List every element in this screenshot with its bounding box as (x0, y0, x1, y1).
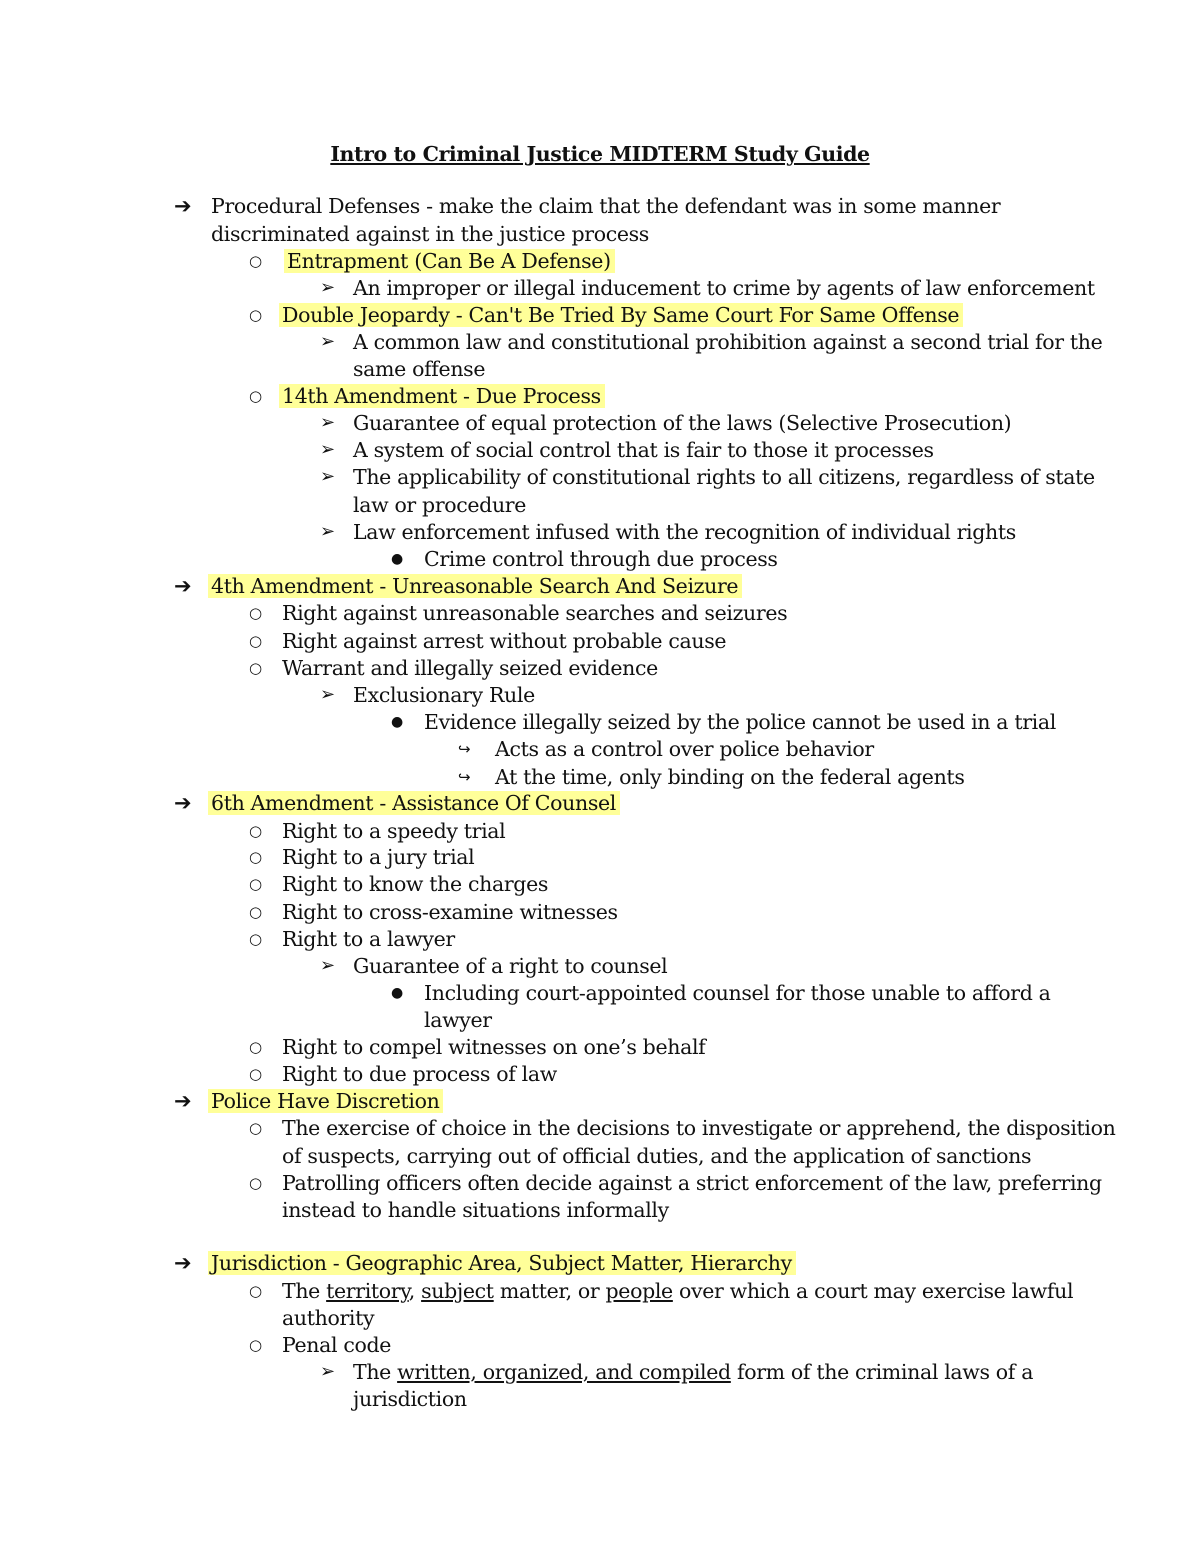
item-text: Patrolling officers often decide against a strict enforcement of the law, preferring (282, 1171, 1102, 1195)
list-item (249, 1277, 1074, 1305)
circle-bullet-icon: ○ (249, 387, 262, 405)
list-item-entrapment (249, 247, 615, 275)
list-item-continuation (353, 491, 526, 519)
list-item-procedural-defenses (174, 192, 1001, 220)
highlighted-text: 6th Amendment - Assistance Of Counsel (208, 791, 620, 815)
circle-bullet-icon: ○ (249, 252, 262, 270)
highlighted-text: 4th Amendment - Unreasonable Search And Seizure (208, 574, 742, 598)
chevron-bullet-icon: ➢ (320, 331, 335, 352)
circle-bullet-icon: ○ (249, 930, 262, 948)
list-item-continuation (282, 1142, 1031, 1170)
item-text: law or procedure (353, 493, 527, 517)
list-item-continuation (211, 220, 649, 248)
item-text: Right to cross-examine witnesses (282, 900, 618, 924)
item-text-part: The (282, 1279, 327, 1303)
list-item-continuation (282, 1304, 374, 1332)
circle-bullet-icon: ○ (249, 632, 262, 650)
list-item (320, 1358, 1034, 1386)
highlighted-text: Double Jeopardy - Can't Be Tried By Same Court For Same Offense (279, 303, 963, 327)
item-text: Right to a lawyer (282, 927, 455, 951)
chevron-bullet-icon: ➢ (320, 684, 335, 705)
item-text: Exclusionary Rule (353, 683, 535, 707)
item-text-part: matter, or (493, 1279, 606, 1303)
highlighted-text: Jurisdiction - Geographic Area, Subject Matter, Hierarchy (208, 1251, 796, 1275)
list-item (249, 1033, 706, 1061)
list-item-14th-amendment (249, 382, 605, 410)
circle-bullet-icon: ○ (249, 822, 262, 840)
list-item-6th-amendment (174, 789, 620, 817)
page-title: Intro to Criminal Justice MIDTERM Study Guide (330, 142, 870, 166)
list-item-continuation (353, 355, 485, 383)
item-text: of suspects, carrying out of official duties, and the application of sanctions (282, 1144, 1032, 1168)
item-text: Right to due process of law (282, 1062, 557, 1086)
item-text: Right against arrest without probable cause (282, 629, 727, 653)
list-item (249, 1060, 557, 1088)
item-text: The applicability of constitutional rights to all citizens, regardless of state (353, 465, 1095, 489)
arrow-bullet-icon: ➔ (174, 194, 192, 218)
item-text: Evidence illegally seized by the police cannot be used in a trial (424, 710, 1056, 734)
chevron-bullet-icon: ➢ (320, 412, 335, 433)
item-text: Law enforcement infused with the recognition of individual rights (353, 520, 1016, 544)
item-text: Warrant and illegally seized evidence (282, 656, 658, 680)
list-item (249, 925, 455, 953)
list-item (249, 898, 618, 926)
circle-bullet-icon: ○ (249, 1119, 262, 1137)
list-item (249, 817, 506, 845)
list-item (249, 870, 549, 898)
item-text: same offense (353, 357, 486, 381)
list-item (249, 843, 475, 871)
list-item (458, 735, 874, 763)
item-text: Including court-appointed counsel for those unable to afford a (424, 981, 1051, 1005)
item-text: lawyer (424, 1008, 492, 1032)
list-item-continuation (424, 1006, 492, 1034)
list-item-police-discretion (174, 1087, 443, 1115)
chevron-bullet-icon: ➢ (320, 521, 335, 542)
list-item (320, 328, 1103, 356)
underlined-text: territory (326, 1279, 409, 1303)
underlined-text: written, organized, and compiled (397, 1360, 731, 1384)
chevron-bullet-icon: ➢ (320, 466, 335, 487)
circle-bullet-icon: ○ (249, 1038, 262, 1056)
list-item-continuation (353, 1385, 467, 1413)
dot-bullet-icon: ● (391, 714, 403, 730)
item-text: Right to compel witnesses on one’s behalf (282, 1035, 706, 1059)
circle-bullet-icon: ○ (249, 848, 262, 866)
arrow-bullet-icon: ➔ (174, 1089, 192, 1113)
list-item (249, 1331, 392, 1359)
item-text: instead to handle situations informally (282, 1198, 669, 1222)
list-item (391, 708, 1056, 736)
list-item (249, 1114, 1116, 1142)
chevron-bullet-icon: ➢ (320, 1361, 335, 1382)
circle-bullet-icon: ○ (249, 659, 262, 677)
highlighted-text: 14th Amendment - Due Process (279, 384, 605, 408)
circle-bullet-icon: ○ (249, 1065, 262, 1083)
list-item (320, 409, 1012, 437)
highlighted-text: Police Have Discretion (208, 1089, 443, 1113)
highlighted-text: Entrapment (Can Be A Defense) (284, 249, 615, 273)
list-item (320, 274, 1095, 302)
item-text: A system of social control that is fair to those it processes (353, 438, 934, 462)
list-item (391, 545, 778, 573)
list-item (249, 599, 788, 627)
circle-bullet-icon: ○ (249, 903, 262, 921)
list-item (320, 463, 1095, 491)
item-text: discriminated against in the justice process (211, 222, 649, 246)
item-text: Guarantee of a right to counsel (353, 954, 668, 978)
item-text-part: form of the criminal laws of a (730, 1360, 1034, 1384)
arrow-bullet-icon: ➔ (174, 791, 192, 815)
item-text: The exercise of choice in the decisions to investigate or apprehend, the disposition (282, 1116, 1116, 1140)
list-item (458, 763, 965, 791)
circle-bullet-icon: ○ (249, 306, 262, 324)
chevron-bullet-icon: ➢ (320, 277, 335, 298)
list-item-continuation (282, 1196, 669, 1224)
list-item (320, 518, 1016, 546)
item-text-part: , (408, 1279, 422, 1303)
list-item-jurisdiction (174, 1249, 796, 1277)
circle-bullet-icon: ○ (249, 1174, 262, 1192)
circle-bullet-icon: ○ (249, 875, 262, 893)
list-item-4th-amendment (174, 572, 742, 600)
item-text: Procedural Defenses - make the claim that the defendant was in some manner (211, 194, 1001, 218)
item-text-part: over which a court may exercise lawful (672, 1279, 1074, 1303)
underlined-text: people (605, 1279, 673, 1303)
list-item (320, 681, 535, 709)
arrow-bullet-icon: ➔ (174, 574, 192, 598)
item-text: Right against unreasonable searches and seizures (282, 601, 788, 625)
list-item (249, 627, 727, 655)
item-text: Guarantee of equal protection of the laws (Selective Prosecution) (353, 411, 1012, 435)
list-item-double-jeopardy (249, 301, 963, 329)
arrow-bullet-icon: ➔ (174, 1251, 192, 1275)
dot-bullet-icon: ● (391, 551, 403, 567)
item-text: At the time, only binding on the federal agents (495, 765, 965, 789)
item-text: Right to know the charges (282, 872, 549, 896)
circle-bullet-icon: ○ (249, 1336, 262, 1354)
list-item (249, 654, 658, 682)
circle-bullet-icon: ○ (249, 604, 262, 622)
item-text: jurisdiction (353, 1387, 467, 1411)
item-text-part: The (353, 1360, 398, 1384)
item-text: An improper or illegal inducement to crime by agents of law enforcement (353, 276, 1095, 300)
item-text: Right to a jury trial (282, 845, 475, 869)
list-item (320, 952, 668, 980)
item-text: Right to a speedy trial (282, 819, 506, 843)
chevron-bullet-icon: ➢ (320, 955, 335, 976)
underlined-text: subject (421, 1279, 494, 1303)
list-item (391, 979, 1051, 1007)
list-item (320, 436, 934, 464)
item-text: Penal code (282, 1333, 392, 1357)
item-text: Crime control through due process (424, 547, 778, 571)
chevron-bullet-icon: ➢ (320, 439, 335, 460)
dot-bullet-icon: ● (391, 985, 403, 1001)
item-text: A common law and constitutional prohibition against a second trial for the (353, 330, 1103, 354)
item-text: authority (282, 1306, 375, 1330)
hook-arrow-bullet-icon: ↪ (458, 768, 471, 786)
list-item (249, 1169, 1102, 1197)
circle-bullet-icon: ○ (249, 1282, 262, 1300)
hook-arrow-bullet-icon: ↪ (458, 740, 471, 758)
item-text: Acts as a control over police behavior (495, 737, 874, 761)
